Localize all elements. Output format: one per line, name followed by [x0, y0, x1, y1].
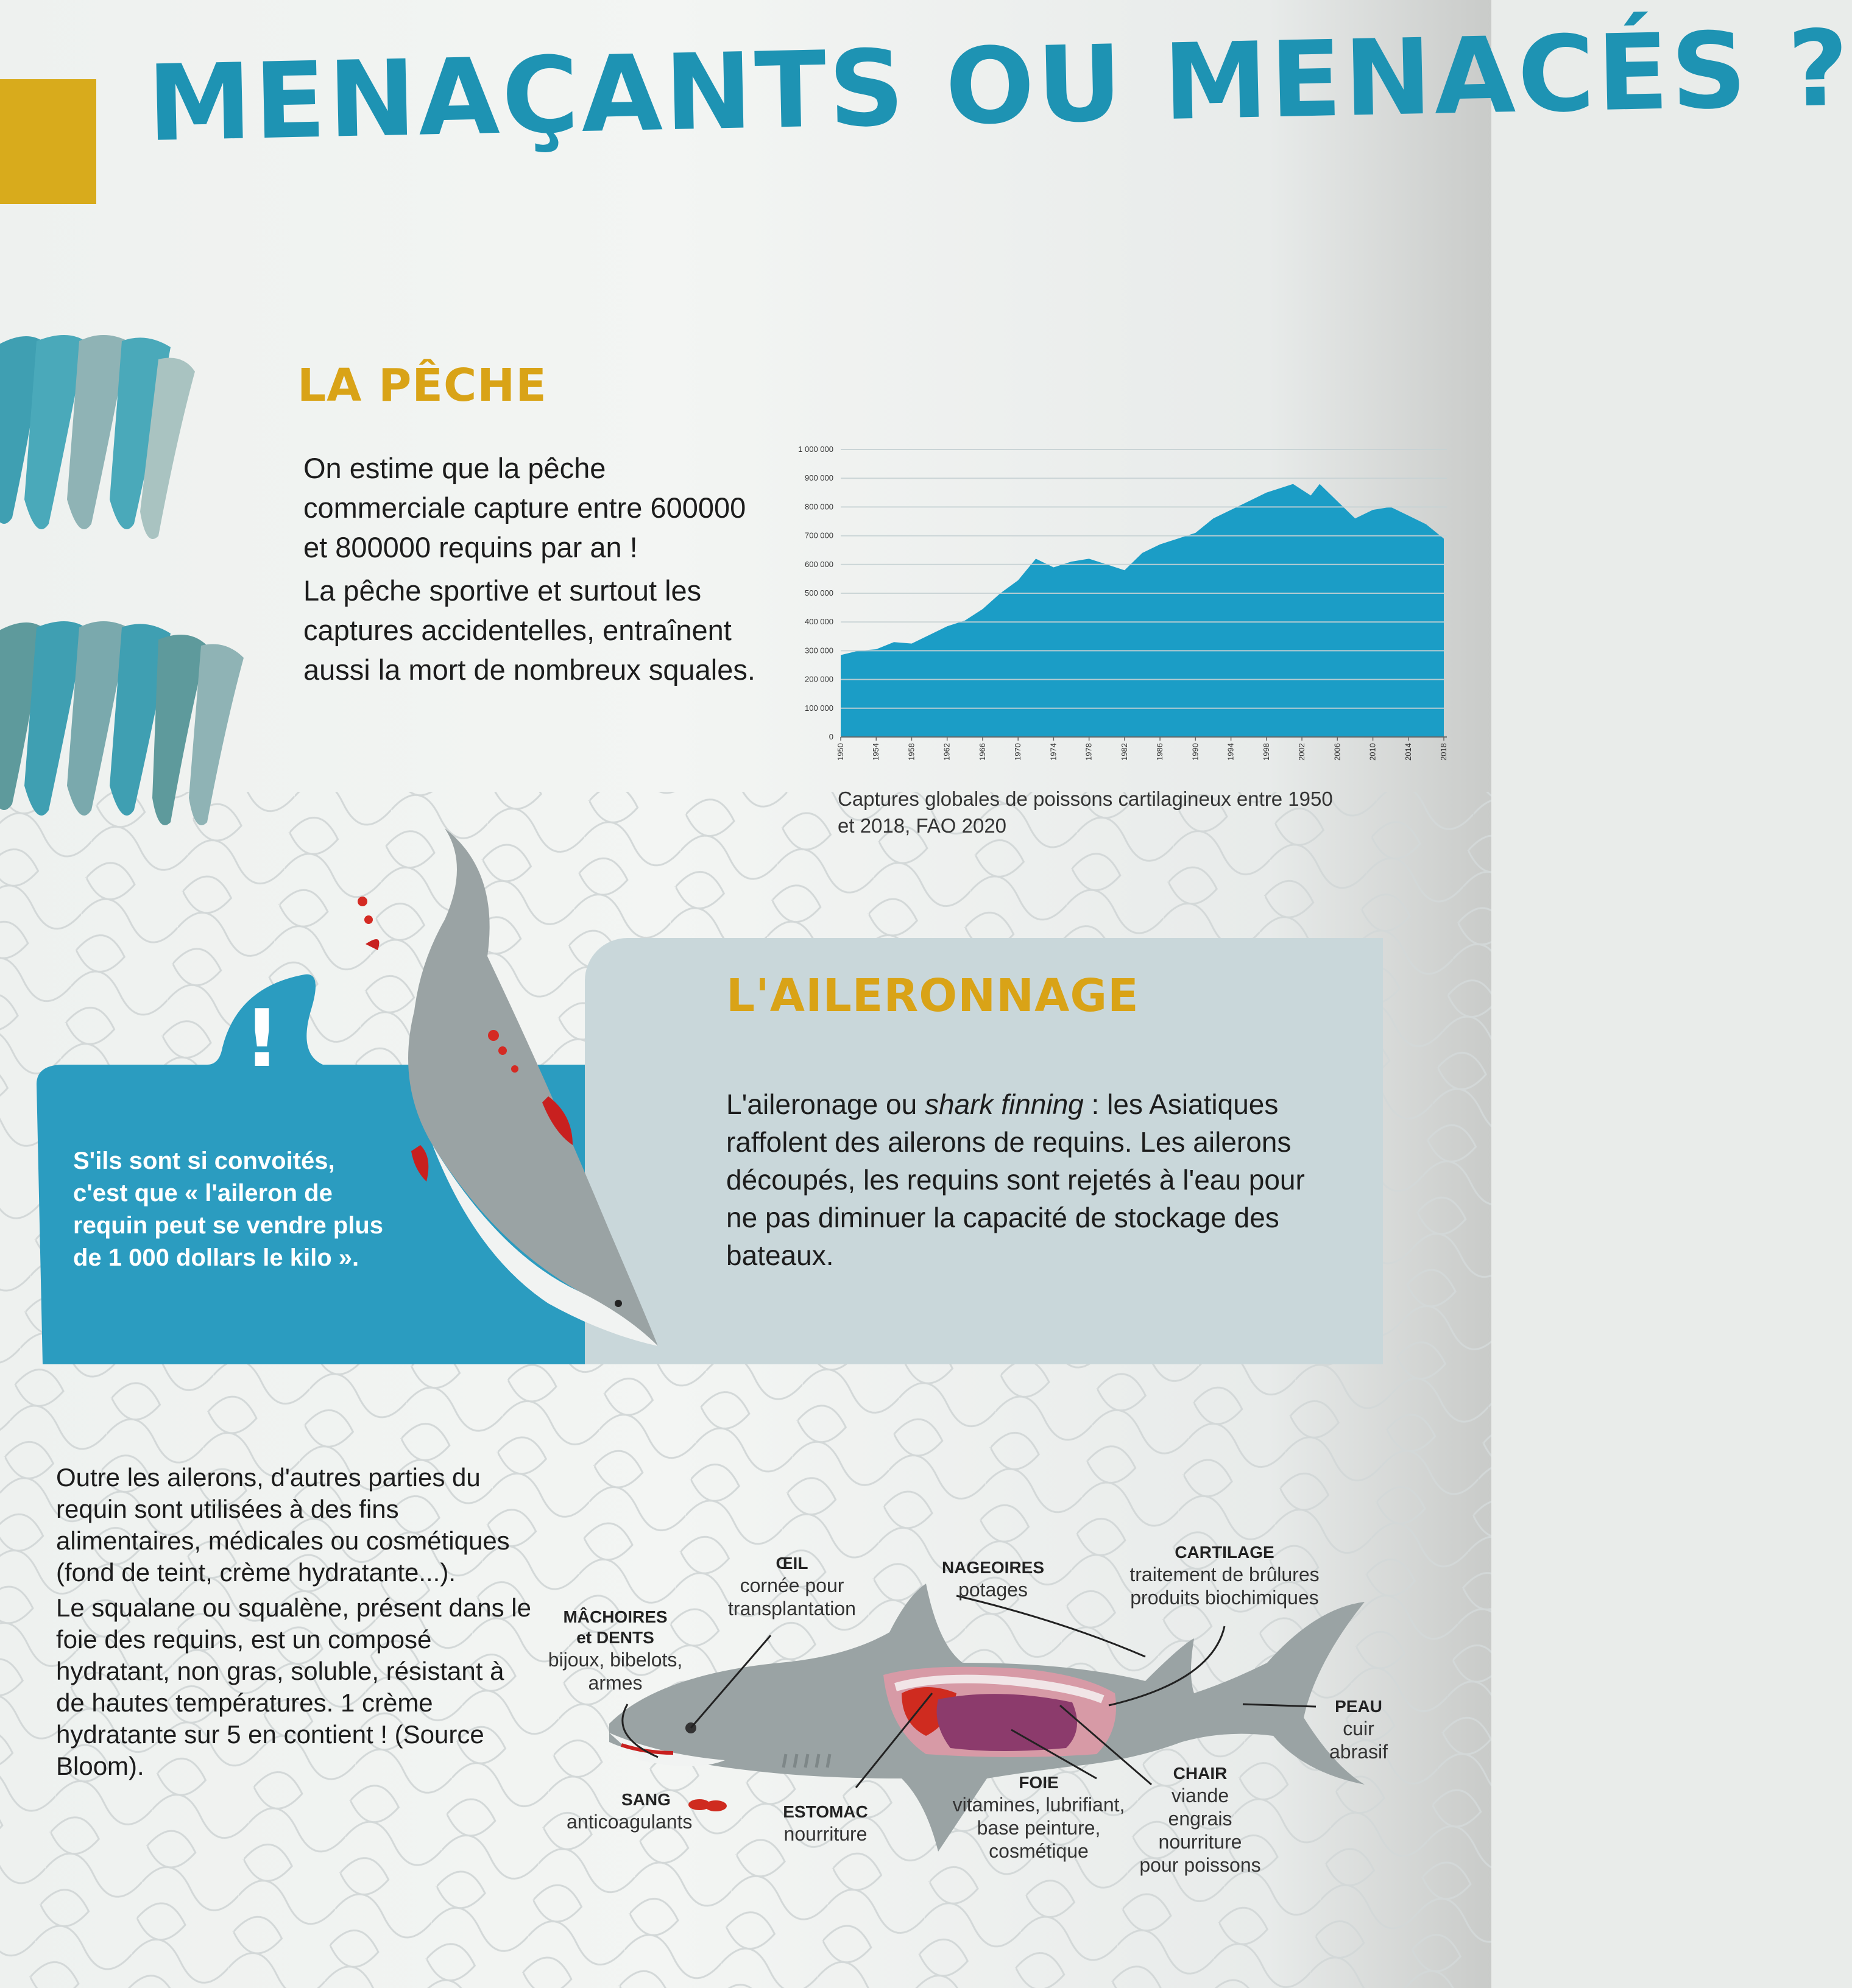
- usages-paragraph: Le squalane ou squalène, présent dans le foie des requins, est un composé hydratant, non gras, soluble, résistant à de hautes températures. 1 crème hydratante sur 5 en contient ! (Source Bloom).: [56, 1593, 531, 1780]
- header-accent-bar: [0, 79, 96, 204]
- label-machoires-text: bijoux, bibelots, armes: [548, 1649, 683, 1694]
- usages-text: [56, 1462, 531, 1786]
- label-estomac-text: nourriture: [783, 1823, 868, 1845]
- label-cartilage-title: CARTILAGE: [1175, 1543, 1274, 1562]
- aileronnage-text-italic: shark finning: [924, 1088, 1084, 1120]
- chart-x-tick-label: 1958: [907, 743, 916, 761]
- chart-x-tick-label: 1962: [942, 743, 952, 761]
- label-nageoires-title: NAGEOIRES: [941, 1558, 1045, 1577]
- chart-x-tick-label: 1974: [1048, 743, 1058, 761]
- chart-x-tick-label: 1970: [1013, 743, 1023, 761]
- chart-y-tick-label: 800 000: [805, 502, 833, 512]
- peche-text: [303, 448, 766, 693]
- page-title: MENAÇANTS OU MENACÉS ?: [146, 7, 1852, 165]
- chart-x-tick-label: 1998: [1261, 743, 1271, 761]
- chart-y-tick-label: 1 000 000: [798, 445, 833, 454]
- chart-x-tick-label: 1954: [871, 743, 881, 761]
- chart-y-tick-label: 300 000: [805, 646, 833, 655]
- finned-shark-illustration: [341, 828, 682, 1364]
- label-oeil-text: cornée pour transplantation: [728, 1574, 856, 1620]
- chart-x-tick-label: 1986: [1155, 743, 1165, 761]
- aileronnage-text-start: L'aileronage ou: [726, 1088, 925, 1120]
- label-machoires-title: MÂCHOIRES et DENTS: [563, 1607, 668, 1647]
- exclamation-icon: !: [244, 992, 280, 1085]
- chart-x-tick-label: 1982: [1119, 743, 1129, 761]
- label-sang: [567, 1789, 731, 1833]
- chart-y-tick-label: 200 000: [805, 674, 833, 684]
- label-oeil-title: ŒIL: [776, 1554, 808, 1573]
- label-foie: [926, 1772, 1151, 1863]
- chart-x-tick-label: 2010: [1368, 743, 1377, 761]
- section-title-aileronnage: L'AILERONNAGE: [726, 970, 1139, 1022]
- label-nageoires-text: potages: [958, 1579, 1028, 1601]
- chart-x-tick-label: 2002: [1297, 743, 1307, 761]
- chart-x-tick-label: 1966: [977, 743, 987, 761]
- label-peau-text: cuir abrasif: [1329, 1718, 1388, 1763]
- chart-area-series: [841, 484, 1444, 737]
- label-peau-title: PEAU: [1335, 1697, 1382, 1716]
- label-estomac: [755, 1802, 896, 1845]
- chart-y-tick-label: 500 000: [805, 588, 833, 597]
- chart-y-tick-label: 400 000: [805, 617, 833, 627]
- peche-paragraph: La pêche sportive et surtout les captures accidentelles, entraînent aussi la mort de nombreux squales.: [303, 574, 755, 686]
- label-cartilage-text: traitement de brûlures produits biochimiques: [1129, 1563, 1320, 1609]
- label-nageoires: [902, 1557, 1084, 1601]
- chart-caption: Captures globales de poissons cartilagineux entre 1950 et 2018, FAO 2020: [838, 788, 1333, 837]
- label-chair-text: viande engrais nourriture pour poissons: [1139, 1785, 1261, 1876]
- callout-quote: S'ils sont si convoités, c'est que « l'aileron de requin peut se vendre plus de 1 000 dollars le kilo ».: [73, 1147, 384, 1271]
- label-foie-title: FOIE: [1019, 1773, 1059, 1792]
- label-estomac-title: ESTOMAC: [783, 1802, 868, 1821]
- chart-x-tick-label: 1994: [1226, 743, 1235, 761]
- shark-school-illustration: [0, 317, 286, 877]
- chart-x-tick-label: 1978: [1084, 743, 1094, 761]
- section-title-peche: LA PÊCHE: [297, 359, 547, 412]
- label-machoires: [524, 1607, 707, 1694]
- chart-x-tick-label: 1950: [836, 743, 845, 761]
- label-cartilage: [1090, 1542, 1359, 1609]
- aileronnage-text: [726, 1085, 1311, 1274]
- label-peau: [1310, 1696, 1407, 1763]
- chart-y-tick-label: 700 000: [805, 530, 833, 540]
- label-foie-text: vitamines, lubrifiant, base peinture, cosmétique: [952, 1794, 1125, 1862]
- label-chair-title: CHAIR: [1173, 1764, 1228, 1783]
- chart-x-tick-label: 2006: [1332, 743, 1342, 761]
- chart-x-tick-label: 2014: [1403, 743, 1413, 761]
- chart-y-tick-label: 0: [829, 732, 833, 741]
- chart-x-tick-label: 2018: [1439, 743, 1448, 761]
- peche-paragraph: On estime que la pêche commerciale capture entre 600000 et 800000 requins par an !: [303, 452, 746, 563]
- usages-paragraph: Outre les ailerons, d'autres parties du requin sont utilisées à des fins alimentaires, médicales ou cosmétiques (fond de teint, crème hydratante...).: [56, 1463, 510, 1587]
- aileronnage-text-end: : les Asiatiques raffolent des ailerons de requins. Les ailerons découpés, les requins sont rejetés à l'eau pour ne pas diminuer la capacité de stockage des bateaux.: [726, 1088, 1305, 1271]
- label-sang-text: anticoagulants: [567, 1811, 693, 1833]
- chart-y-tick-label: 900 000: [805, 473, 833, 483]
- label-sang-title: SANG: [621, 1790, 671, 1809]
- catch-area-chart: [786, 439, 1462, 767]
- chart-y-tick-label: 100 000: [805, 703, 833, 713]
- chart-x-tick-label: 1990: [1190, 743, 1200, 761]
- label-oeil: [701, 1553, 883, 1620]
- chart-y-tick-label: 600 000: [805, 559, 833, 569]
